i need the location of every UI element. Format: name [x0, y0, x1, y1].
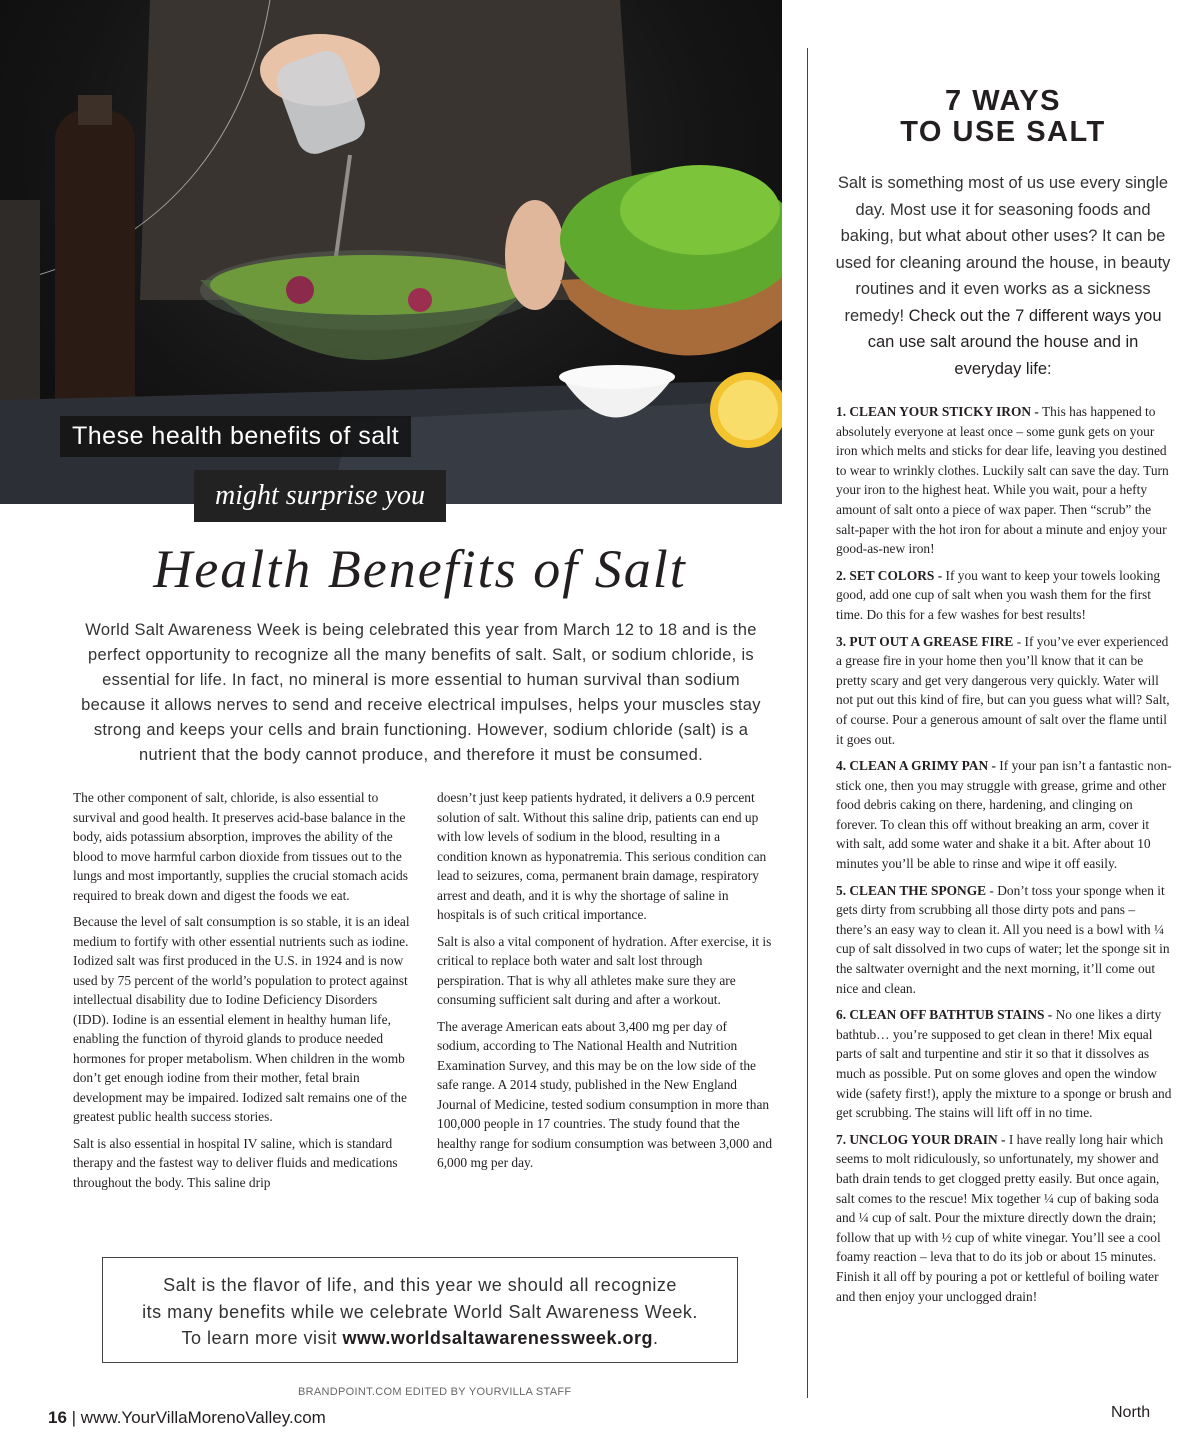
photo-caption-line1: These health benefits of salt — [60, 416, 411, 457]
website-link[interactable]: www.worldsaltawarenessweek.org — [342, 1328, 653, 1348]
sidebar-title-line1: 7 WAYS — [945, 85, 1061, 117]
tip-text: - Don’t toss your sponge when it gets dirty from scrubbing all those dirty pots and pans – there’s an easy way to clean it. All you need is a bowl with ¼ cup of salt dissolved in two cups of water; let the sponge sit in the saltwater overnight and the next morning, it’ll come out nice and clean. — [836, 882, 1170, 996]
tip-text: - If you’ve ever experienced a grease fire in your home then you’ll know that it can be pretty scary and get very dangerous very quickly. Water will not put out this kind of fire, but can you guess what will? Salt, of course. Pour a generous amount of salt over the flame until it goes out. — [836, 633, 1170, 747]
tip-item — [836, 881, 1172, 999]
article-headline: Health Benefits of Salt — [153, 539, 687, 599]
sidebar-title-line2: TO USE SALT — [900, 116, 1106, 148]
paragraph: Salt is also a vital component of hydration. After exercise, it is critical to replace both water and salt lost through perspiration. That is why all athletes make sure they are consuming sufficient salt during and after a workout. — [437, 933, 772, 1007]
tips-list — [836, 402, 1172, 1313]
tip-text: I have really long hair which seems to molt ridiculously, so unfortunately, my shower and bath drain tends to get clogged pretty easily. But once again, salt comes to the rescue! Mix together ¼ cup of baking soda and ¼ cup of salt. Pour the mixture directly down the drain; follow that up with ½ cup of white vinegar. You’ll see a cool foamy reaction – leva that to do its job or about 15 minutes. Finish it all off by pouring a pot or kettleful of boiling water and then enjoy your unclogged drain! — [836, 1131, 1164, 1304]
photo-caption-line2: might surprise you — [194, 470, 446, 522]
quote-line: its many benefits while we celebrate World Salt Awareness Week. — [142, 1301, 698, 1322]
paragraph: Because the level of salt consumption is so stable, it is an ideal medium to fortify with other essential nutrients such as iodine. Iodized salt was first produced in the U.S. in 1924 and is now used by 75 percent of the world’s population to protect against intellectual disability due to Iodine Deficiency Disorders (IDD). Iodine is an essential element in healthy human life, enabling the function of thyroid glands to produce needed hormones for proper metabolism. When children in the womb don’t get enough iodine from their mother, fetal brain development may be impaired. Iodized salt remains one of the greatest public health success stories. — [73, 914, 410, 1124]
tip-heading: 7. UNCLOG YOUR DRAIN - — [836, 1131, 1006, 1147]
page-footer — [48, 1408, 326, 1428]
sidebar-title — [836, 86, 1170, 148]
tip-text: If your pan isn’t a fantastic non-stick one, then you may struggle with grease, grime and other food debris caking on there, hardening, and clinging on forever. To clean this off without breaking an arm, cover it with salt, add some water and shake it a bit. After about 10 minutes you’ll be able to rinse and wipe it off easily. — [836, 758, 1172, 872]
pull-quote-box — [102, 1257, 738, 1363]
article-column-1 — [73, 788, 413, 1199]
column-divider — [807, 48, 808, 1398]
footer-website[interactable]: www.YourVillaMorenoValley.com — [80, 1408, 326, 1427]
quote-prefix: To learn more visit — [181, 1328, 343, 1348]
tip-heading: 6. CLEAN OFF BATHTUB STAINS - — [836, 1007, 1053, 1023]
quote-line — [103, 1325, 737, 1352]
paragraph: doesn’t just keep patients hydrated, it delivers a 0.9 percent solution of salt. Without this saline drip, patients can end up with low levels of sodium in the blood, resulting in a condition known as hyponatremia. This serious condition can lead to seizures, coma, permanent brain damage, respiratory arrest and death, and it is why the shortage of saline in hospitals is of such critical importance. — [437, 790, 767, 922]
tip-item — [836, 632, 1172, 750]
hero-photo — [0, 0, 782, 504]
tip-heading: 4. CLEAN A GRIMY PAN - — [836, 758, 996, 774]
tip-heading: 1. CLEAN YOUR STICKY IRON - — [836, 404, 1039, 419]
article-column-2 — [437, 788, 773, 1180]
sidebar-intro-bold: Check out the 7 different ways you can use salt around the house and in everyday life: — [867, 306, 1162, 378]
tip-item — [836, 1130, 1172, 1306]
article-credit: BRANDPOINT.COM EDITED BY YOURVILLA STAFF — [298, 1386, 572, 1398]
footer-separator: | — [66, 1408, 81, 1427]
quote-suffix: . — [653, 1328, 659, 1348]
tip-text: If you want to keep your towels looking good, add one cup of salt when you wash them for the first time. Do this for a few washes for best results! — [836, 567, 1161, 622]
quote-line: Salt is the flavor of life, and this year we should all recognize — [163, 1275, 677, 1295]
paragraph: The average American eats about 3,400 mg per day of sodium, according to The National Health and Nutrition Examination Survey, and this may be on the low side of the safe range. A 2014 study, published in the New England Journal of Medicine, tested sodium consumption in more than 100,000 people in 17 countries. The study found that the healthy range for sodium consumption was between 3,000 and 6,000 mg per day. — [437, 1018, 773, 1170]
tip-heading: 3. PUT OUT A GREASE FIRE — [836, 633, 1014, 649]
tip-text: No one likes a dirty bathtub… you’re supposed to get clean in there! Mix equal parts of salt and turpentine and stir it so that it dissolves as much as possible. Put on some gloves and open the window wide (safety first!), apply the mixture to a sponge or brush and get scrubbing. The stains will lift off in no time. — [836, 1007, 1172, 1121]
sidebar-intro — [834, 170, 1172, 382]
tip-item — [836, 1005, 1172, 1123]
paragraph: The other component of salt, chloride, is also essential to survival and good health. It preserves acid-base balance in the body, aids potassium absorption, improves the ability of the blood to move harmful carbon dioxide from tissues out to the lungs and most importantly, supplies the crucial stomach acids required to break down and digest the foods we eat. — [73, 790, 408, 903]
tip-item — [836, 756, 1172, 874]
article-intro: World Salt Awareness Week is being celebrated this year from March 12 to 18 and is the perfect opportunity to recognize all the many benefits of salt. Salt, or sodium chloride, is essential for life. In fact, no mineral is more essential to human survival than sodium because it allows nerves to send and receive electrical impulses, helps your muscles stay strong and keeps your cells and brain functioning. However, sodium chloride (salt) is a nutrient that the body cannot produce, and therefore it must be consumed. — [81, 621, 761, 764]
section-label: North — [1111, 1404, 1151, 1421]
tip-heading: 2. SET COLORS - — [836, 567, 943, 583]
paragraph: Salt is also essential in hospital IV saline, which is standard therapy and the fastest way to deliver fluids and medications throughout the body. This saline drip — [73, 1135, 398, 1190]
tip-text: This has happened to absolutely everyone at least once – some gunk gets on your iron which melts and sticks for dear life, leaving you destined to wear to wrinkly clothes. Luckily salt can save the day. Turn your iron to the highest heat. While you wait, pour a hefty amount of salt onto a piece of wax paper. Then “scrub” the salt-paper with the hot iron for about a minute and enjoy your good-as-new iron! — [836, 404, 1169, 557]
tip-item — [836, 402, 1172, 559]
tip-item — [836, 566, 1172, 625]
sidebar-intro-text: Salt is something most of us use every single day. Most use it for seasoning foods and baking, but what about other uses? It can be used for cleaning around the house, in beauty routines and it even works as a sickness remedy! — [835, 174, 1171, 325]
tip-heading: 5. CLEAN THE SPONGE — [836, 882, 987, 898]
page-number: 16 — [48, 1408, 67, 1427]
